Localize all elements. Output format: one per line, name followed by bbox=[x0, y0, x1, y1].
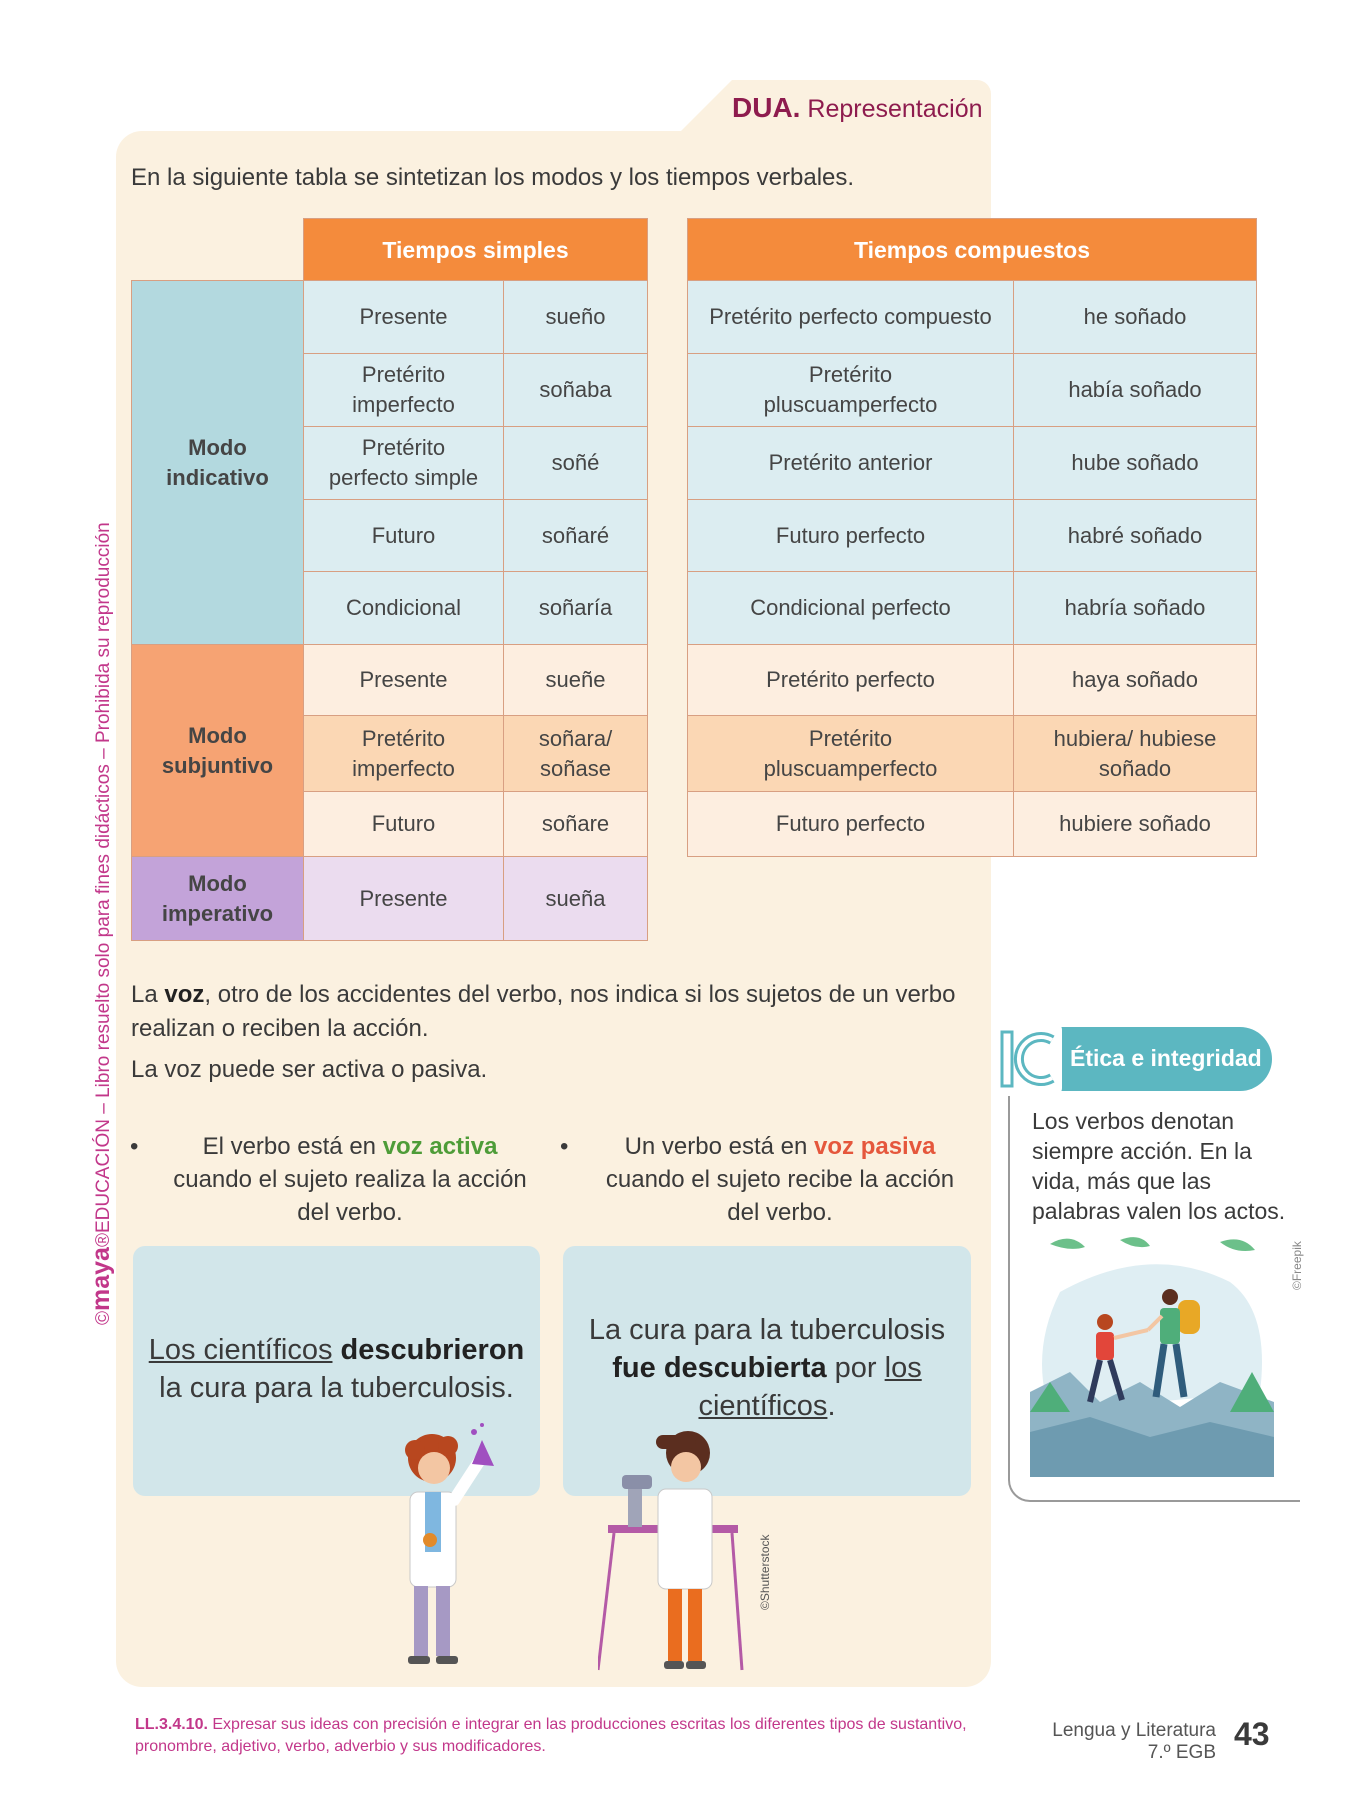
form-cell: hube soñado bbox=[1014, 427, 1257, 500]
dua-heading: DUA. Representación bbox=[732, 92, 983, 123]
mode-subjuntivo: Modo subjuntivo bbox=[132, 645, 304, 857]
ethics-text: Los verbos denotan siempre acción. En la vida, más que las palabras valen los actos. bbox=[1032, 1108, 1286, 1224]
form-cell: sueñe bbox=[504, 645, 648, 716]
form-cell: soñaré bbox=[504, 500, 648, 572]
subject-label: Lengua y Literatura 7.º EGB bbox=[1052, 1720, 1216, 1763]
form-cell: soñaría bbox=[504, 572, 648, 645]
freepik-credit: ©Freepik bbox=[1290, 1241, 1304, 1290]
scientist-flask-illustration bbox=[370, 1420, 510, 1670]
tense-cell: Pretérito anterior bbox=[688, 427, 1014, 500]
mode-imperativo: Modo imperativo bbox=[132, 857, 304, 941]
mode-indicativo: Modo indicativo bbox=[132, 281, 304, 645]
tense-cell: Pretérito perfecto compuesto bbox=[688, 281, 1014, 354]
ethics-title: Ética e integridad bbox=[1070, 1045, 1262, 1071]
tense-cell: Futuro perfecto bbox=[688, 500, 1014, 572]
bullet-dot: • bbox=[560, 1133, 569, 1160]
tense-cell: Condicional bbox=[304, 572, 504, 645]
page-number: 43 bbox=[1234, 1716, 1270, 1752]
bullet-passive: • Un verbo está en voz pasiva cuando el sujeto recibe la acción del verbo. bbox=[590, 1130, 970, 1229]
form-cell: hubiere soñado bbox=[1014, 792, 1257, 857]
intro-text: En la siguiente tabla se sintetizan los modos y los tiempos verbales. bbox=[131, 164, 855, 191]
tense-cell: Pretérito pluscuamperfecto bbox=[688, 716, 1014, 792]
simple-header: Tiempos simples bbox=[304, 219, 648, 281]
form-cell: hubiera/ hubiese soñado bbox=[1014, 716, 1257, 792]
form-cell: soñare bbox=[504, 792, 648, 857]
tense-cell: Presente bbox=[304, 857, 504, 941]
form-cell: sueño bbox=[504, 281, 648, 354]
hikers-illustration bbox=[1030, 1232, 1274, 1477]
scientist-microscope-illustration bbox=[598, 1425, 748, 1675]
svg-text:IC: IC bbox=[992, 1022, 993, 1023]
tense-cell: Futuro bbox=[304, 792, 504, 857]
form-cell: soñaba bbox=[504, 354, 648, 427]
form-cell: haya soñado bbox=[1014, 645, 1257, 716]
tense-cell: Pretérito perfecto simple bbox=[304, 427, 504, 500]
tense-cell: Futuro perfecto bbox=[688, 792, 1014, 857]
tense-cell: Pretérito imperfecto bbox=[304, 354, 504, 427]
form-cell: soñara/ soñase bbox=[504, 716, 648, 792]
simple-tenses-table bbox=[131, 218, 648, 941]
form-cell: he soñado bbox=[1014, 281, 1257, 354]
compound-tenses-table bbox=[687, 218, 1257, 857]
example-passive: La cura para la tuberculosis fue descubierta por los científicos. bbox=[563, 1246, 971, 1496]
tense-cell: Presente bbox=[304, 281, 504, 354]
copyright-vertical: ©maya®EDUCACIÓN – Libro resuelto solo para fines didácticos – Prohibida su reproducción bbox=[87, 522, 115, 1325]
form-cell: sueña bbox=[504, 857, 648, 941]
shutterstock-credit: ©Shutterstock bbox=[758, 1534, 772, 1610]
tense-cell: Pretérito perfecto bbox=[688, 645, 1014, 716]
voz-paragraph: La voz, otro de los accidentes del verbo, nos indica si los sujetos de un verbo realizan o reciben la acción. bbox=[131, 981, 956, 1042]
tense-cell: Condicional perfecto bbox=[688, 572, 1014, 645]
tense-cell: Futuro bbox=[304, 500, 504, 572]
form-cell: habría soñado bbox=[1014, 572, 1257, 645]
brand-logo-text: maya bbox=[87, 1247, 115, 1311]
tense-cell: Pretérito imperfecto bbox=[304, 716, 504, 792]
tense-cell: Pretérito pluscuamperfecto bbox=[688, 354, 1014, 427]
curriculum-code: LL.3.4.10. Expresar sus ideas con precisión e integrar en las producciones escritas los diferentes tipos de sustantivo, pronombre, adjetivo, verbo, adverbio y sus modificadores. bbox=[135, 1716, 967, 1755]
compound-header: Tiempos compuestos bbox=[688, 219, 1257, 281]
bullet-dot: • bbox=[130, 1133, 139, 1160]
form-cell: había soñado bbox=[1014, 354, 1257, 427]
example-active: Los científicos descubrieron la cura para la tuberculosis. bbox=[133, 1246, 540, 1496]
ic-logo-icon bbox=[992, 1022, 1062, 1096]
bullet-active: • El verbo está en voz activa cuando el sujeto realiza la acción del verbo. bbox=[160, 1130, 540, 1229]
form-cell: soñé bbox=[504, 427, 648, 500]
form-cell: habré soñado bbox=[1014, 500, 1257, 572]
voz-types: La voz puede ser activa o pasiva. bbox=[131, 1056, 488, 1083]
tense-cell: Presente bbox=[304, 645, 504, 716]
